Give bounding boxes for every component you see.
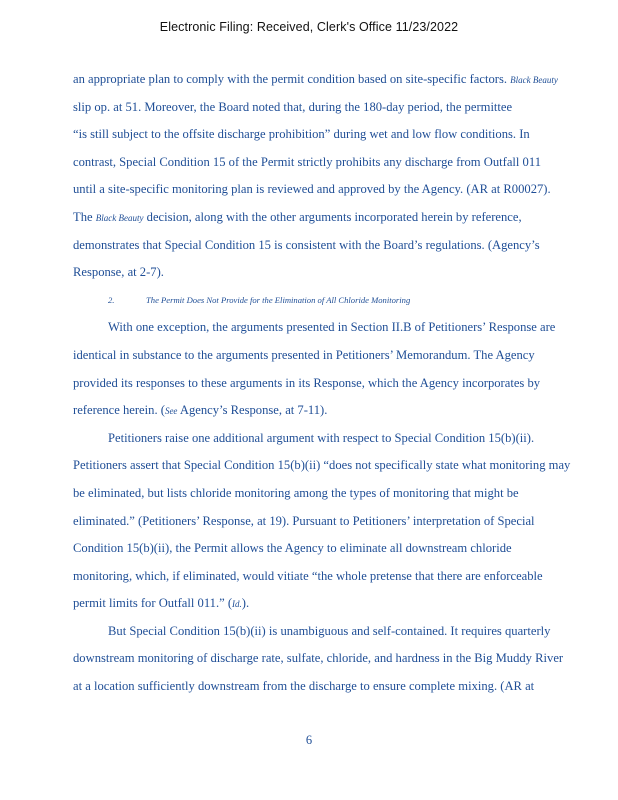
case-citation: Black Beauty: [510, 75, 558, 85]
body-line: [73, 590, 613, 618]
case-citation: Black Beauty: [95, 212, 144, 223]
section-heading: [73, 287, 613, 315]
body-line: [73, 176, 613, 204]
text-run: until a site-specific monitoring plan is reviewed and approved by the Agency. (AR at R00027).: [73, 182, 551, 197]
text-run: In: [519, 127, 530, 142]
see-signal: See: [164, 406, 178, 417]
body-line: [73, 618, 613, 646]
text-run: The: [73, 209, 93, 224]
body-line: [73, 645, 613, 673]
text-run: provided its responses to these arguments in its Response, which the Agency incorporates by: [73, 375, 541, 390]
text-run: “is still subject to the offsite discharge prohibition” during wet and low flow conditions.: [73, 127, 517, 142]
text-run: an appropriate plan to comply with the permit condition based on site-specific factors.: [73, 72, 508, 86]
filing-stamp-header: Electronic Filing: Received, Clerk's Office 11/23/2022: [159, 20, 459, 34]
body-line: reference herein. (See Agency’s Response, at 7-11).: [73, 403, 328, 418]
text-run: Petitioners raise one additional argument with respect to Special Condition 15(b)(ii).: [108, 430, 535, 445]
body-line: [73, 535, 613, 563]
body-line: [73, 314, 613, 342]
section-number: 2.: [108, 294, 115, 305]
section-title: The Permit Does Not Provide for the Elimination of All Chloride Monitoring: [146, 294, 411, 305]
text-run: monitoring, which, if eliminated, would vitiate “the whole pretense that there are enforceable: [73, 568, 543, 583]
body-line: [73, 425, 613, 453]
text-run: downstream monitoring of discharge rate, sulfate, chloride, and hardness in the Big Muddy River: [73, 651, 564, 666]
body-line: [73, 370, 613, 398]
body-line: [73, 563, 613, 591]
text-run: eliminated.” (Petitioners’ Response, at 19). Pursuant to Petitioners’ interpretation of Special: [73, 513, 535, 528]
text-run: be eliminated, but lists chloride monitoring among the types of monitoring that might be: [73, 485, 519, 500]
body-line: [73, 66, 613, 94]
text-run: at a location sufficiently downstream from the discharge to ensure complete mixing. (AR at: [73, 679, 535, 694]
text-run: Condition 15(b)(ii), the Permit allows the Agency to eliminate all downstream chloride: [73, 541, 512, 556]
body-line: [73, 480, 613, 508]
document-body: [73, 66, 613, 701]
body-line: [73, 204, 613, 232]
text-run: But Special Condition 15(b)(ii) is unambiguous and self-contained. It requires quarterly: [108, 623, 551, 638]
text-run: Petitioners assert that Special Condition 15(b)(ii) “does not specifically state what monitoring may: [73, 458, 571, 473]
text-run: Agency’s Response, at 7-11).: [179, 403, 328, 418]
text-run: identical in substance to the arguments presented in Petitioners’ Memorandum. The Agency: [73, 347, 535, 362]
body-line: [73, 259, 613, 287]
body-line: [73, 149, 613, 177]
text-run: permit limits for Outfall 011.” (: [73, 596, 233, 611]
body-line: [73, 342, 613, 370]
body-line: [73, 673, 613, 701]
page-number: 6: [305, 733, 313, 747]
body-line: [73, 232, 613, 260]
text-run: Response, at 2-7).: [73, 265, 164, 280]
text-run: With one exception, the arguments presented in Section II.B of Petitioners’ Response are: [108, 320, 556, 335]
body-line: [73, 452, 613, 480]
text-run: reference herein.: [73, 403, 158, 418]
body-line: [73, 508, 613, 536]
text-run: contrast, Special Condition 15 of the Permit strictly prohibits any discharge from Outfall 011: [73, 154, 541, 169]
text-run: demonstrates that Special Condition 15 is consistent with the Board’s regulations. (Agency’s: [73, 237, 540, 252]
body-line: [73, 94, 613, 122]
text-run: decision, along with the other arguments incorporated herein by reference,: [146, 209, 522, 224]
text-run: slip op. at 51. Moreover, the Board noted that, during the 180-day period, the permittee: [73, 99, 513, 114]
text-run: ).: [241, 596, 250, 611]
body-line: [73, 121, 613, 149]
id-citation: Id.: [232, 599, 242, 610]
